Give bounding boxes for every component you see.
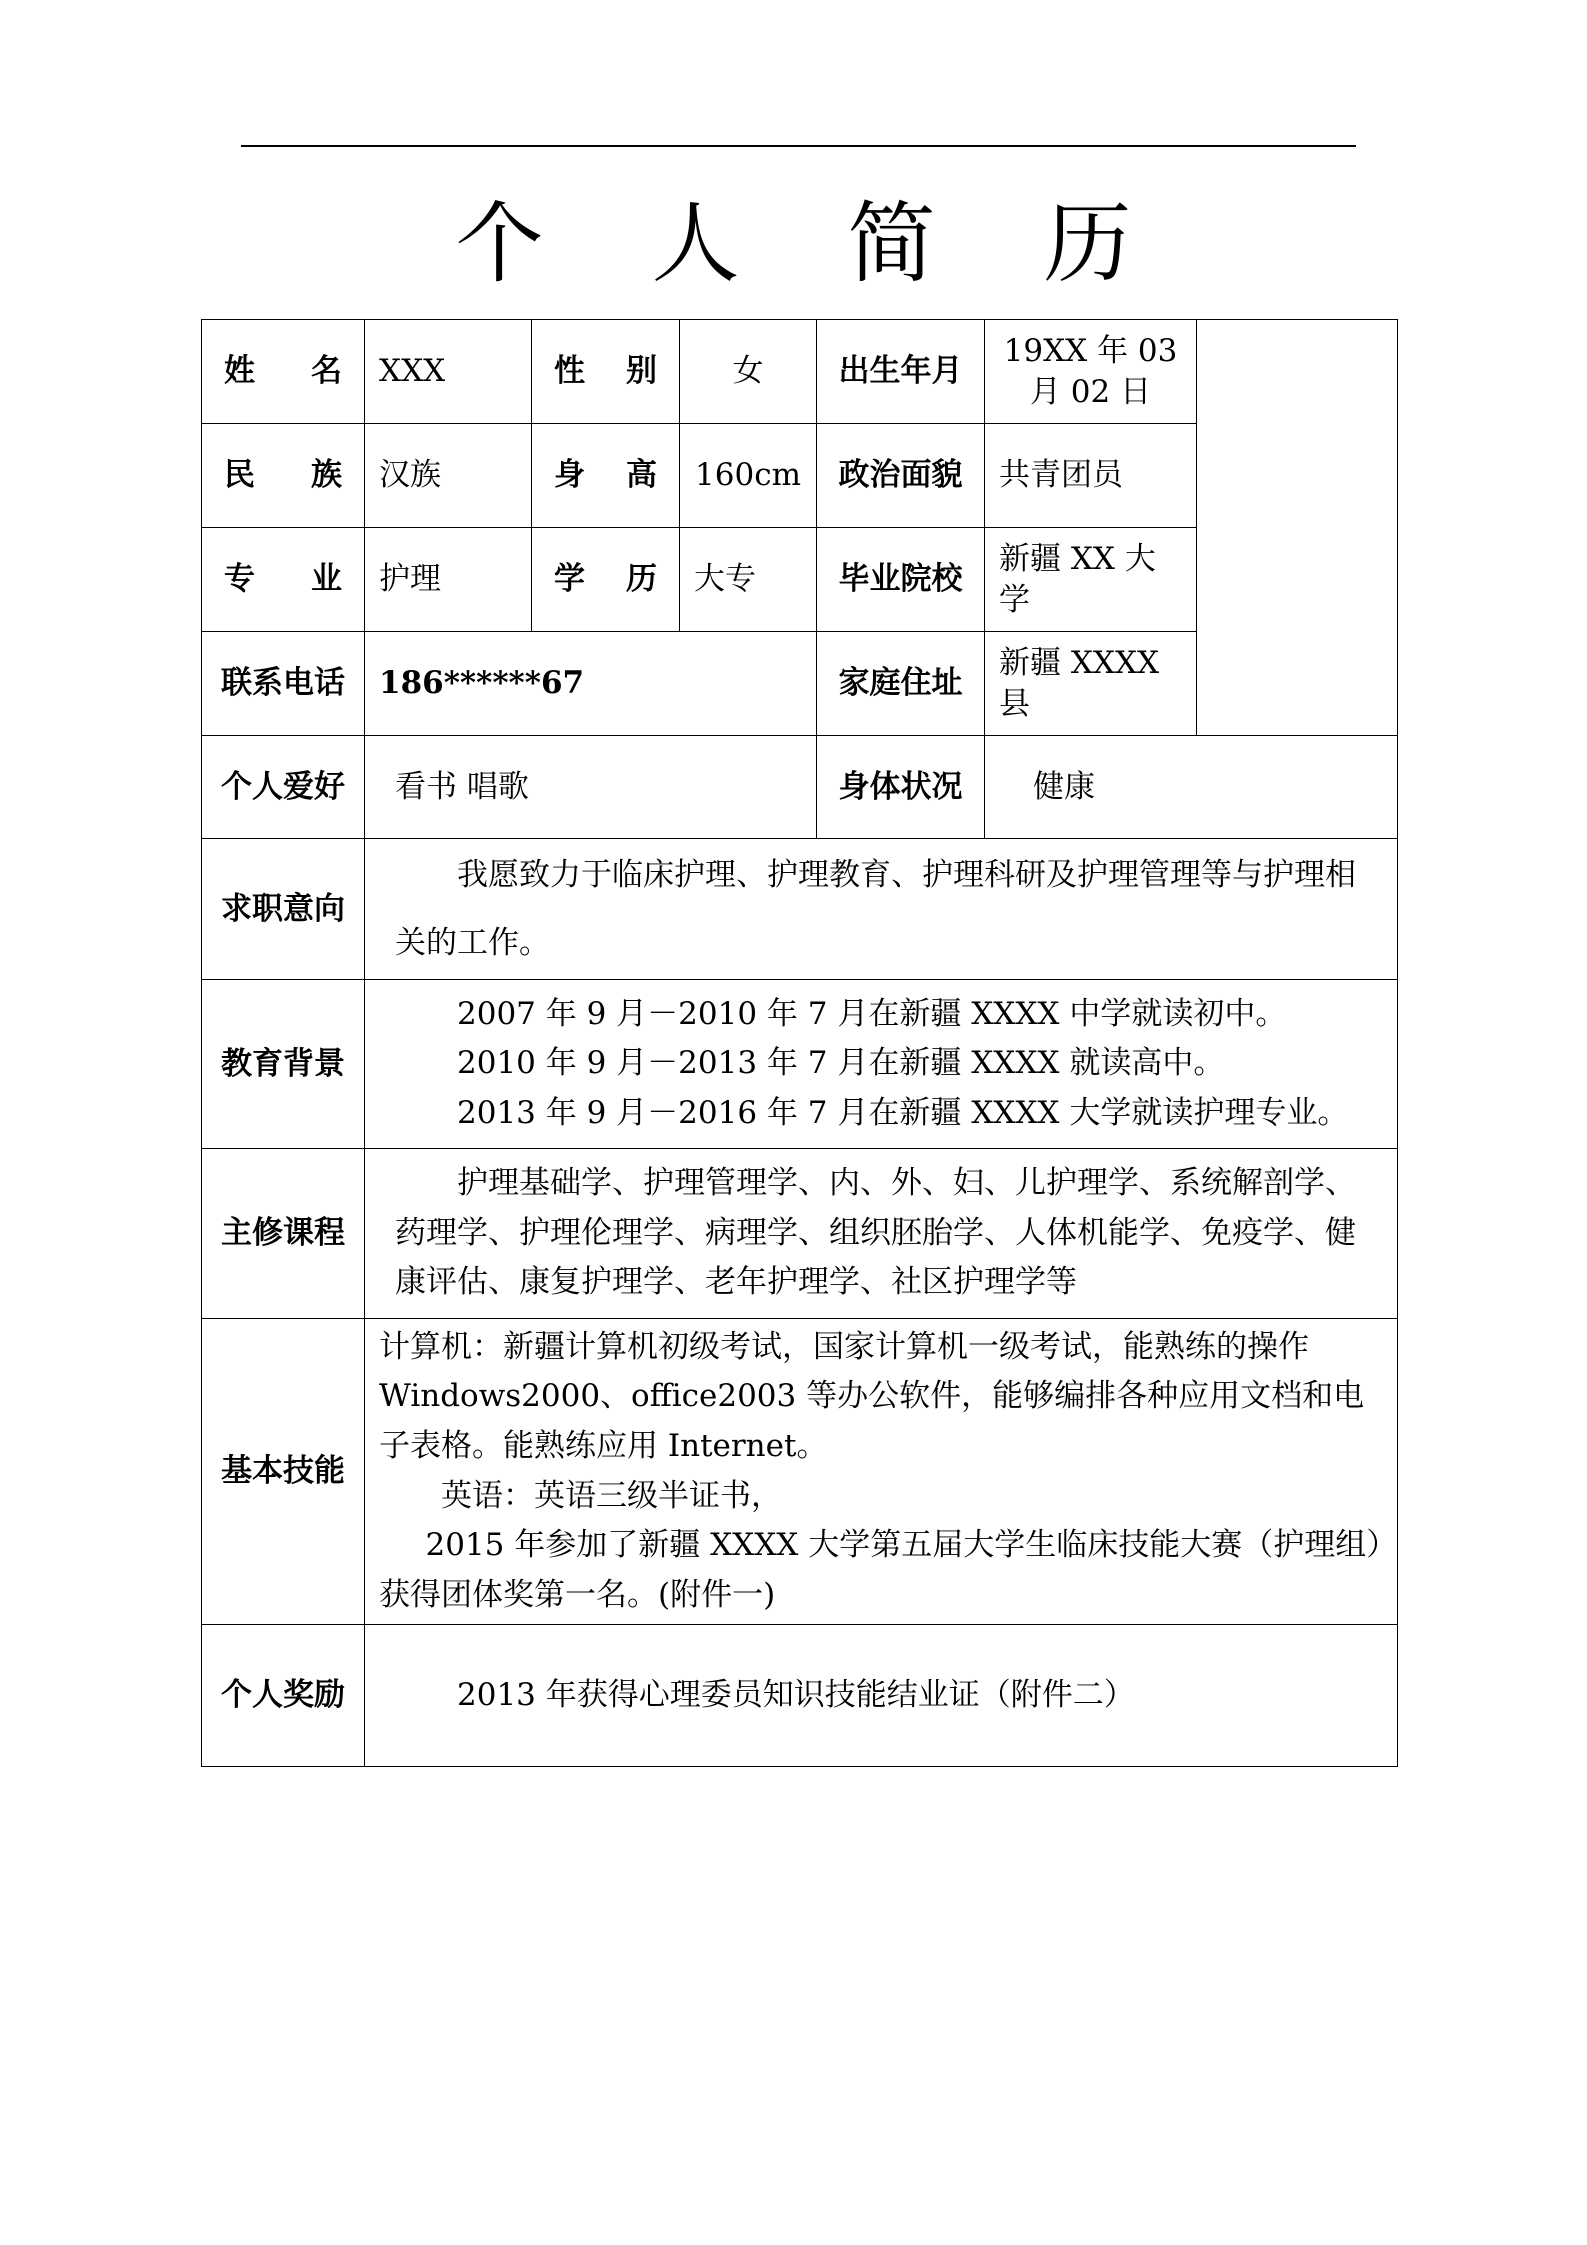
header-rule xyxy=(241,145,1356,147)
resume-table xyxy=(201,319,1398,1767)
address-label: 家庭住址 xyxy=(817,632,985,736)
health-label: 身体状况 xyxy=(817,736,985,839)
row-hobby xyxy=(202,736,1398,839)
row-skills xyxy=(202,1319,1398,1625)
ethnicity-label: 民 族 xyxy=(202,424,365,528)
ethnicity-value: 汉族 xyxy=(365,424,532,528)
birth-value-line1: 19XX 年 03 xyxy=(1003,333,1178,370)
photo-cell xyxy=(1197,320,1398,736)
row-name xyxy=(202,320,1398,424)
birth-value-line2: 月 02 日 xyxy=(1029,373,1152,410)
political-value: 共青团员 xyxy=(985,424,1197,528)
birth-value xyxy=(985,320,1197,424)
school-label: 毕业院校 xyxy=(817,528,985,632)
row-education xyxy=(202,980,1398,1149)
courses-label: 主修课程 xyxy=(202,1149,365,1319)
school-value: 新疆 XX 大学 xyxy=(985,528,1197,632)
skills-competition: 2015 年参加了新疆 XXXX 大学第五届大学生临床技能大赛（护理组）获得团体奖第一名。(附件一) xyxy=(379,1527,1382,1613)
education-line: 2010 年 9 月－2013 年 7 月在新疆 XXXX 就读高中。 xyxy=(457,1045,1225,1082)
skills-computer: 计算机：新疆计算机初级考试，国家计算机一级考试，能熟练的操作Windows2000、office2003 等办公软件，能够编排各种应用文档和电子表格。能熟练应用 Internet。 xyxy=(379,1328,1365,1464)
political-label: 政治面貌 xyxy=(817,424,985,528)
name-value: XXX xyxy=(365,320,532,424)
education-line: 2013 年 9 月－2016 年 7 月在新疆 XXXX 大学就读护理专业。 xyxy=(457,1094,1349,1131)
hobby-value: 看书 唱歌 xyxy=(365,736,817,839)
hobby-label: 个人爱好 xyxy=(202,736,365,839)
height-value: 160cm xyxy=(680,424,817,528)
objective-value: 我愿致力于临床护理、护理教育、护理科研及护理管理等与护理相关的工作。 xyxy=(365,839,1398,980)
education-label: 教育背景 xyxy=(202,980,365,1149)
awards-value: 2013 年获得心理委员知识技能结业证（附件二） xyxy=(365,1625,1398,1767)
skills-label: 基本技能 xyxy=(202,1319,365,1625)
address-value: 新疆 XXXX 县 xyxy=(985,632,1197,736)
row-objective xyxy=(202,839,1398,980)
objective-label: 求职意向 xyxy=(202,839,365,980)
skills-value xyxy=(365,1319,1398,1625)
degree-value: 大专 xyxy=(680,528,817,632)
education-value xyxy=(365,980,1398,1149)
phone-value: 186******67 xyxy=(365,632,817,736)
phone-label: 联系电话 xyxy=(202,632,365,736)
name-label: 姓 名 xyxy=(202,320,365,424)
courses-value: 护理基础学、护理管理学、内、外、妇、儿护理学、系统解剖学、药理学、护理伦理学、病理学、组织胚胎学、人体机能学、免疫学、健康评估、康复护理学、老年护理学、社区护理学等 xyxy=(365,1149,1398,1319)
major-value: 护理 xyxy=(365,528,532,632)
awards-label: 个人奖励 xyxy=(202,1625,365,1767)
height-label: 身 高 xyxy=(532,424,680,528)
birth-label: 出生年月 xyxy=(817,320,985,424)
row-awards xyxy=(202,1625,1398,1767)
health-value: 健康 xyxy=(985,736,1398,839)
education-line: 2007 年 9 月－2010 年 7 月在新疆 XXXX 中学就读初中。 xyxy=(457,995,1287,1032)
row-courses xyxy=(202,1149,1398,1319)
skills-english: 英语：英语三级半证书， xyxy=(441,1477,782,1514)
gender-value: 女 xyxy=(680,320,817,424)
degree-label: 学 历 xyxy=(532,528,680,632)
page-title: 个 人 简 历 xyxy=(455,192,1172,295)
major-label: 专 业 xyxy=(202,528,365,632)
gender-label: 性 别 xyxy=(532,320,680,424)
